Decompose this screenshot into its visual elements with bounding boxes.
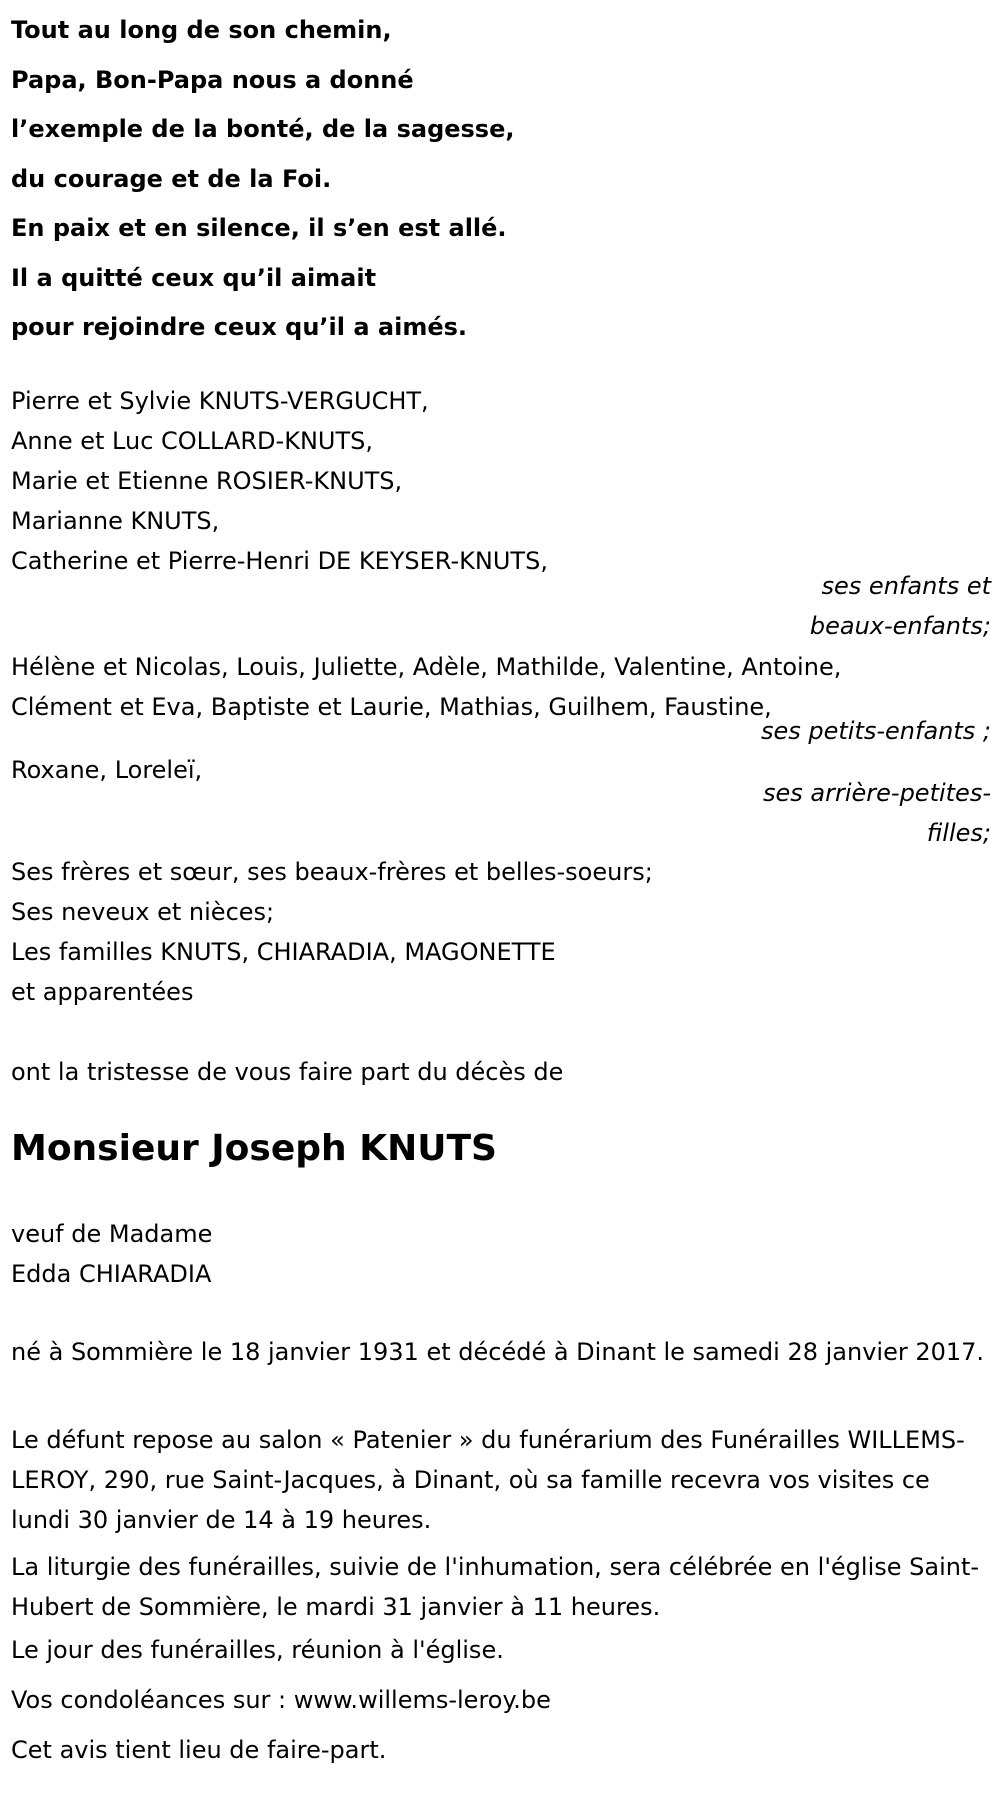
child-line: Anne et Luc COLLARD-KNUTS, bbox=[11, 427, 373, 455]
poem bbox=[11, 6, 514, 353]
relation-line: filles; bbox=[926, 819, 991, 847]
relation-line: beaux-enfants; bbox=[809, 612, 991, 640]
great-grandchildren-relation bbox=[731, 773, 991, 853]
extended-family bbox=[11, 852, 653, 1012]
family-line: et apparentées bbox=[11, 978, 194, 1006]
grandchildren-list bbox=[11, 647, 841, 727]
children-relation bbox=[731, 566, 991, 646]
family-line: Ses neveux et nièces; bbox=[11, 898, 275, 926]
grandchild-line: Hélène et Nicolas, Louis, Juliette, Adèle, Mathilde, Valentine, Antoine, bbox=[11, 653, 842, 681]
spouse-line: veuf de Madame bbox=[11, 1220, 213, 1248]
child-line: Pierre et Sylvie KNUTS-VERGUCHT, bbox=[11, 387, 429, 415]
relation-line: ses petits-enfants ; bbox=[760, 717, 991, 745]
poem-line: l’exemple de la bonté, de la sagesse, bbox=[11, 115, 515, 143]
meeting-paragraph: Le jour des funérailles, réunion à l'église. bbox=[11, 1636, 504, 1664]
poem-line: Papa, Bon-Papa nous a donné bbox=[11, 65, 414, 94]
relation-line: ses enfants et bbox=[821, 572, 991, 600]
condolences-paragraph: Vos condoléances sur : www.willems-leroy.be bbox=[11, 1686, 551, 1714]
poem-line: pour rejoindre ceux qu’il a aimés. bbox=[11, 313, 468, 341]
poem-line: En paix et en silence, il s’en est allé. bbox=[11, 214, 507, 242]
family-line: Les familles KNUTS, CHIARADIA, MAGONETTE bbox=[11, 938, 556, 966]
child-line: Catherine et Pierre-Henri DE KEYSER-KNUTS, bbox=[11, 547, 548, 575]
poem-line: du courage et de la Foi. bbox=[11, 164, 332, 193]
announcement-text: ont la tristesse de vous faire part du décès de bbox=[11, 1058, 564, 1086]
spouse-line: Edda CHIARADIA bbox=[11, 1260, 212, 1288]
great-grandchild-line: Roxane, Loreleï, bbox=[11, 756, 203, 784]
grandchild-line: Clément et Eva, Baptiste et Laurie, Mathias, Guilhem, Faustine, bbox=[11, 693, 772, 721]
poem-line: Tout au long de son chemin, bbox=[11, 16, 392, 44]
birth-death-paragraph: né à Sommière le 18 janvier 1931 et décédé à Dinant le samedi 28 janvier 2017. bbox=[11, 1338, 985, 1366]
spouse-info bbox=[11, 1214, 212, 1294]
deceased-name: Monsieur Joseph KNUTS bbox=[11, 1128, 497, 1169]
child-line: Marie et Etienne ROSIER-KNUTS, bbox=[11, 467, 403, 495]
child-line: Marianne KNUTS, bbox=[11, 507, 220, 535]
children-list bbox=[11, 381, 548, 581]
grandchildren-relation bbox=[731, 711, 991, 751]
poem-line: Il a quitté ceux qu’il aimait bbox=[11, 263, 377, 292]
great-grandchildren-list bbox=[11, 750, 202, 790]
relation-line: ses arrière-petites- bbox=[763, 779, 991, 807]
family-line: Ses frères et sœur, ses beaux-frères et belles-soeurs; bbox=[11, 858, 653, 886]
visitation-paragraph: Le défunt repose au salon « Patenier » du funérarium des Funérailles WILLEMS-LEROY, 290, rue Saint-Jacques, à Dinant, où sa famille recevra vos visites ce lundi 30 janvier de 14 à 19 heures. bbox=[11, 1426, 965, 1534]
liturgy-paragraph: La liturgie des funérailles, suivie de l'inhumation, sera célébrée en l'église Saint-Hubert de Sommière, le mardi 31 janvier à 11 heures. bbox=[11, 1553, 980, 1621]
notice-paragraph: Cet avis tient lieu de faire-part. bbox=[11, 1736, 387, 1764]
announcement bbox=[11, 1052, 563, 1092]
